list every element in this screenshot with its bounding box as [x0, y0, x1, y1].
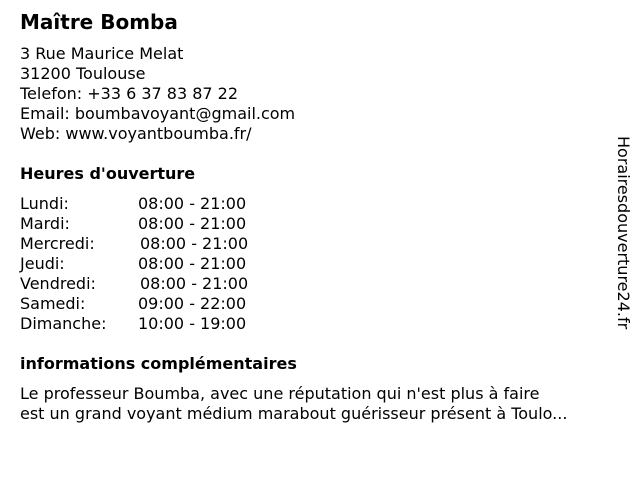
- hours-time: 08:00 - 21:00: [138, 214, 247, 233]
- hours-row-sunday: [20, 314, 280, 334]
- hours-time: 10:00 - 19:00: [138, 314, 247, 333]
- email-text: Email: boumbavoyant@gmail.com: [20, 104, 296, 123]
- site-watermark: [612, 136, 634, 376]
- hours-time: 09:00 - 22:00: [138, 294, 247, 313]
- additional-info-heading: informations complémentaires: [20, 354, 297, 373]
- description-line: Le professeur Boumba, avec une réputation qui n'est plus à faire: [20, 384, 540, 403]
- description-line: est un grand voyant médium marabout guérisseur présent à Toulo...: [20, 404, 568, 423]
- phone-text: Telefon: +33 6 37 83 87 22: [20, 84, 239, 103]
- hours-day: Jeudi:: [20, 254, 65, 273]
- hours-row-thursday: [20, 254, 280, 274]
- hours-row-wednesday: [20, 234, 280, 254]
- hours-row-monday: [20, 194, 280, 214]
- hours-time: 08:00 - 21:00: [140, 234, 249, 253]
- hours-day: Lundi:: [20, 194, 69, 213]
- business-description: [20, 384, 620, 424]
- hours-time: 08:00 - 21:00: [140, 274, 249, 293]
- hours-row-friday: [20, 274, 280, 294]
- hours-row-saturday: [20, 294, 280, 314]
- opening-hours-table: [20, 194, 280, 334]
- hours-day: Samedi:: [20, 294, 86, 313]
- hours-row-tuesday: [20, 214, 280, 234]
- hours-day: Vendredi:: [20, 274, 96, 293]
- hours-day: Mercredi:: [20, 234, 95, 253]
- hours-day: Mardi:: [20, 214, 70, 233]
- business-name: Maître Bomba: [20, 10, 178, 34]
- address-street: 3 Rue Maurice Melat: [20, 44, 184, 63]
- web-text: Web: www.voyantboumba.fr/: [20, 124, 252, 143]
- hours-time: 08:00 - 21:00: [138, 194, 247, 213]
- hours-time: 08:00 - 21:00: [138, 254, 247, 273]
- address-city: 31200 Toulouse: [20, 64, 146, 83]
- contact-block: [20, 44, 295, 144]
- watermark-text: Horairesdouverture24.fr: [614, 136, 633, 330]
- hours-day: Dimanche:: [20, 314, 107, 333]
- opening-hours-heading: Heures d'ouverture: [20, 164, 196, 183]
